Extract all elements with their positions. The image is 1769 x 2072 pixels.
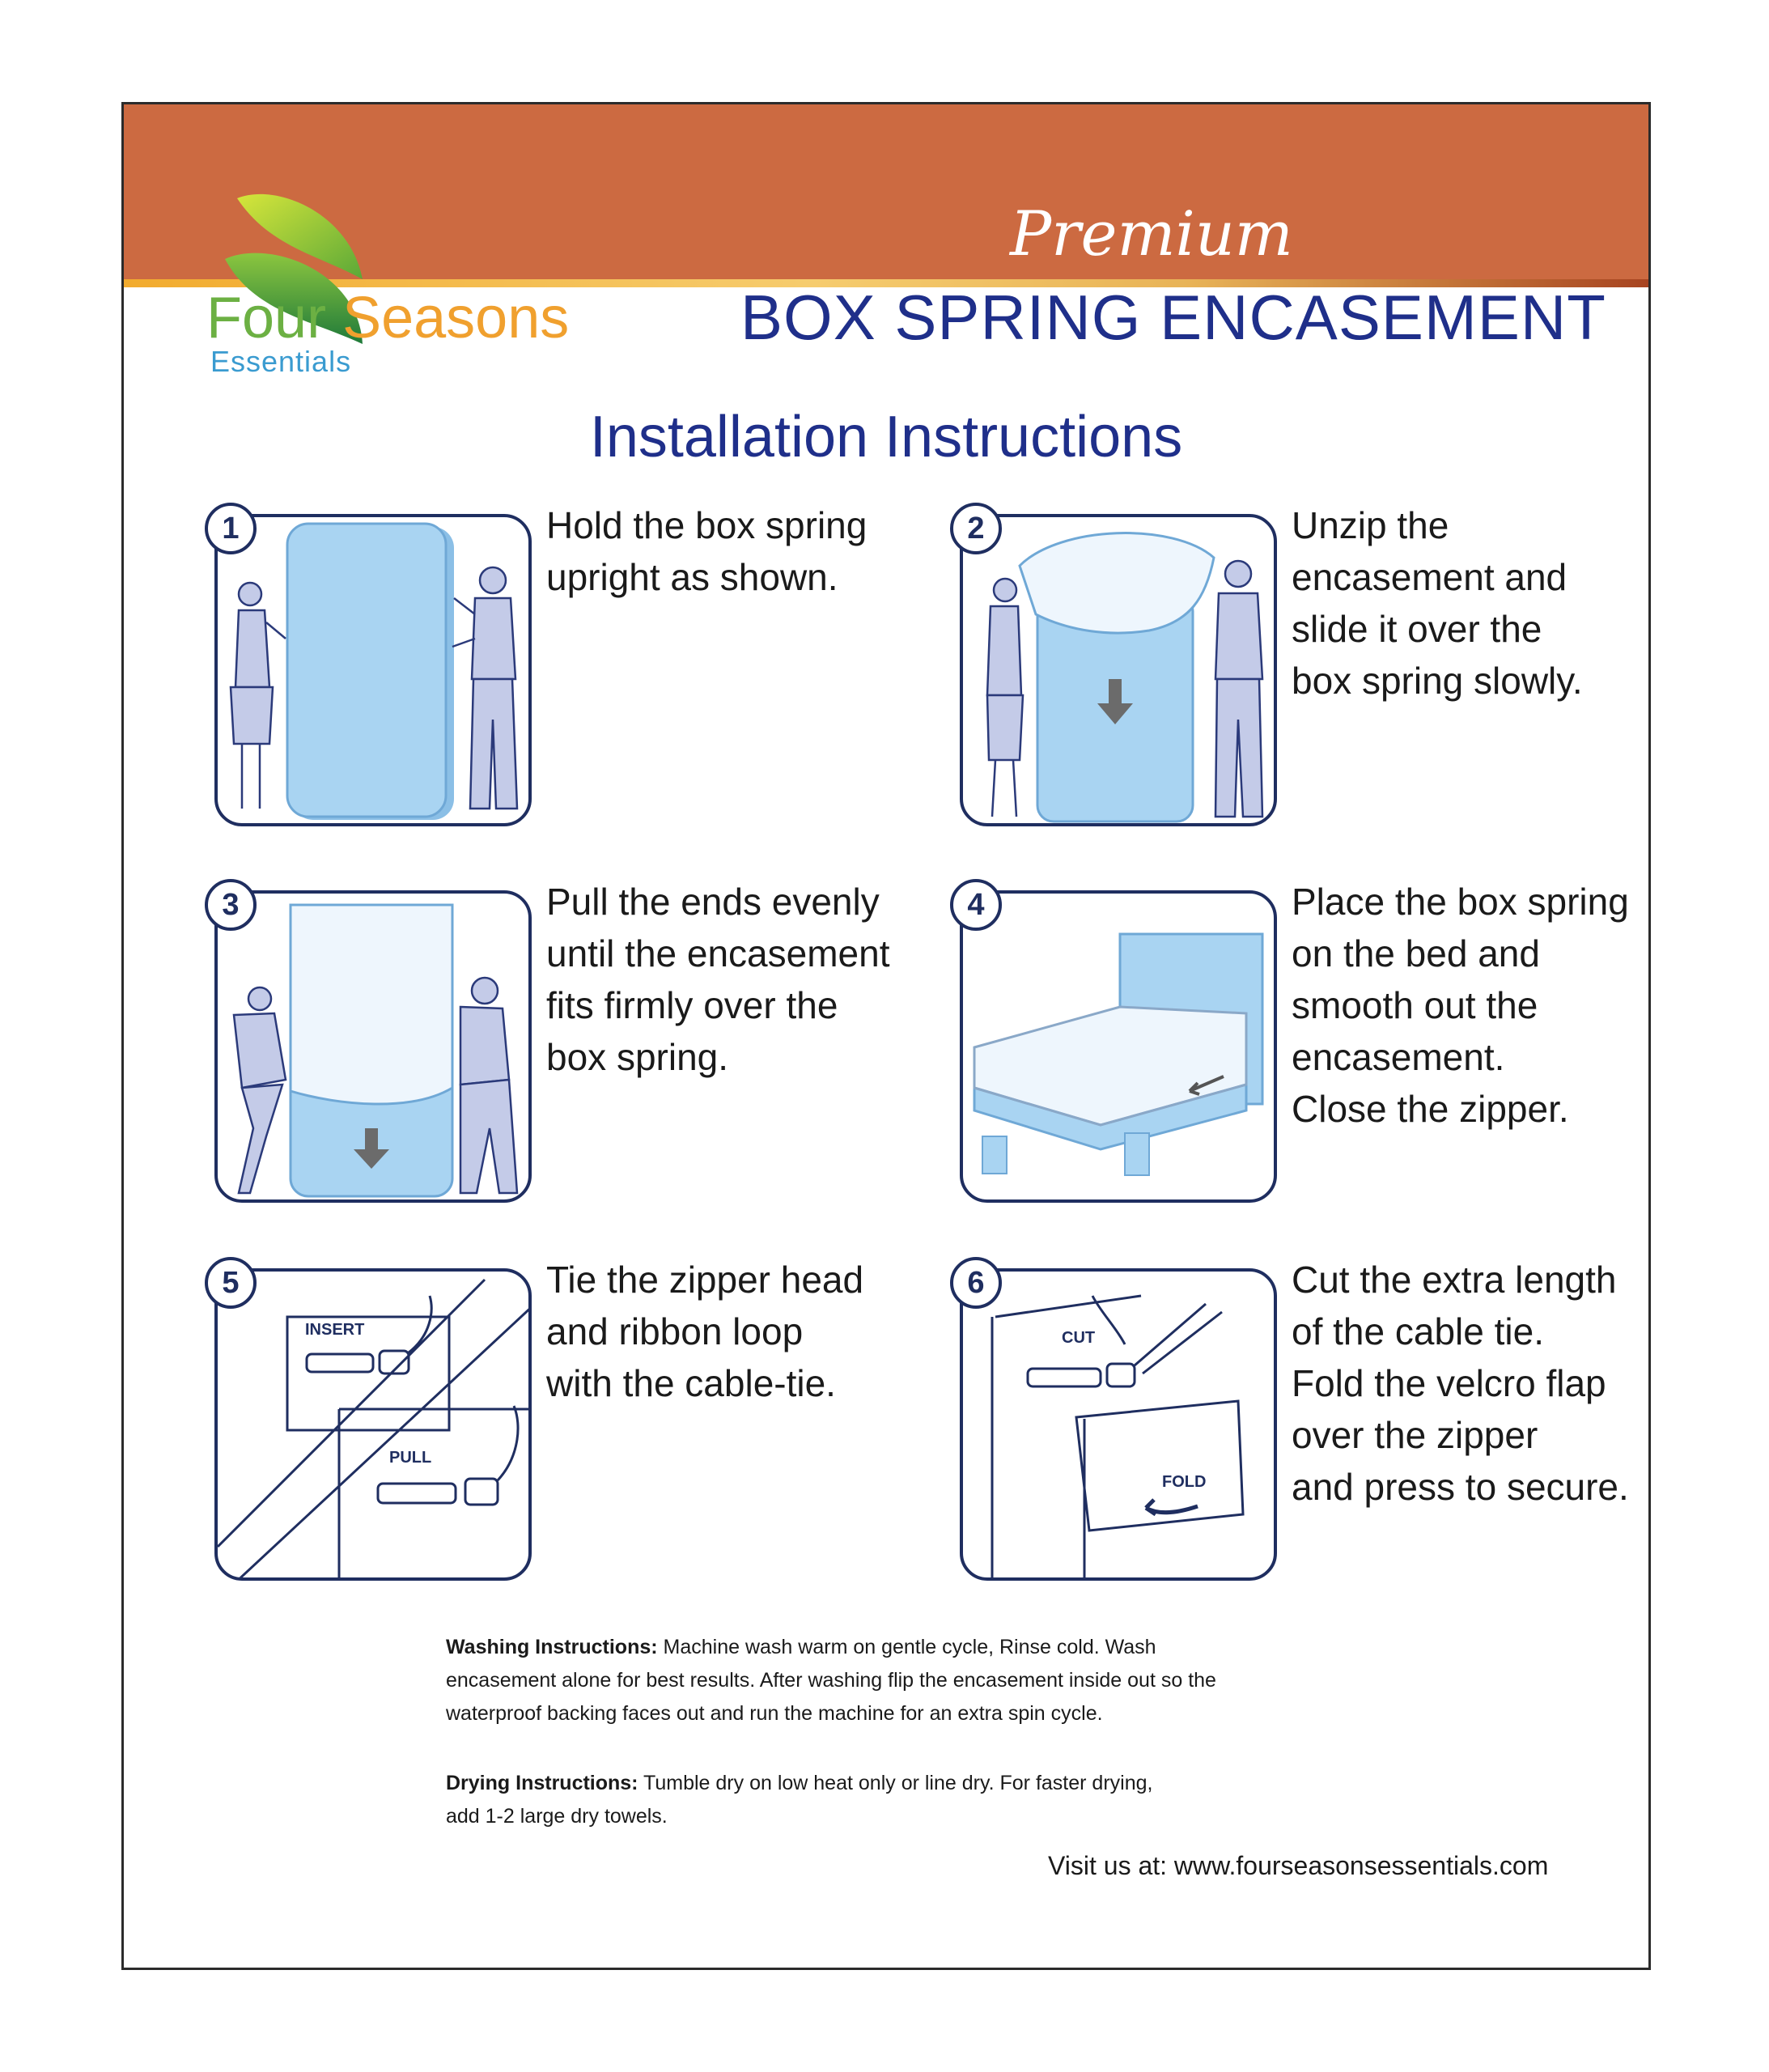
step-number-badge: 3 [205,879,257,931]
step-number-badge: 5 [205,1257,257,1309]
washing-instructions [446,1631,1255,1730]
washing-text: Machine wash warm on gentle cycle, Rinse cold. Wash encasement alone for best results. After washing flip the encasement inside out so the waterproof backing faces out and run the machine for an extra spin cycle. [446,1636,1216,1725]
pull-label: PULL [389,1449,432,1467]
step-3-text: Pull the ends evenly until the encasement fits firmly over the box spring. [546,881,890,1078]
step-4-text: Place the box spring on the bed and smooth out the encasement. Close the zipper. [1292,881,1629,1130]
website-link[interactable]: www.fourseasonsessentials.com [1173,1851,1549,1880]
brand-name [206,286,570,350]
step-number-badge: 1 [205,503,257,554]
step-2 [960,503,1651,826]
step-4 [960,879,1651,1203]
step-1-illustration [214,514,532,826]
step-1 [214,503,959,826]
step-5-illustration [214,1268,532,1581]
cut-label: CUT [1062,1329,1096,1347]
step-2-illustration [960,514,1277,826]
premium-label: Premium [1010,197,1293,270]
step-3-illustration [214,890,532,1203]
step-1-text: Hold the box spring upright as shown. [546,504,868,598]
brand-name-part1: Four [206,286,327,350]
insert-label: INSERT [305,1321,365,1339]
step-number-badge: 6 [950,1257,1002,1309]
step-6-text: Cut the extra length of the cable tie. Fold the velcro flap over the zipper and press to secure. [1292,1259,1629,1508]
step-4-illustration [960,890,1277,1203]
washing-label: Washing Instructions: [446,1636,658,1658]
brand-name-part2: Seasons [342,286,570,350]
visit-label: Visit us at: [1048,1851,1168,1880]
step-2-text: Unzip the encasement and slide it over the box spring slowly. [1292,504,1583,702]
step-3 [214,879,959,1203]
step-6-illustration [960,1268,1277,1581]
step-6 [960,1257,1651,1581]
step-5-text: Tie the zipper head and ribbon loop with the cable-tie. [546,1259,864,1404]
drying-label: Drying Instructions: [446,1772,638,1794]
step-5 [214,1257,959,1581]
section-title: Installation Instructions [589,405,1183,469]
fold-label: FOLD [1162,1473,1207,1491]
product-title: BOX SPRING ENCASEMENT [740,282,1606,353]
instruction-sheet [121,102,1651,1970]
brand-subtitle: Essentials [210,345,352,378]
step-number-badge: 2 [950,503,1002,554]
drying-text: Tumble dry on low heat only or line dry. For faster drying, add 1-2 large dry towels. [446,1772,1153,1828]
drying-instructions [446,1767,1174,1833]
visit-website [1048,1851,1548,1881]
step-number-badge: 4 [950,879,1002,931]
